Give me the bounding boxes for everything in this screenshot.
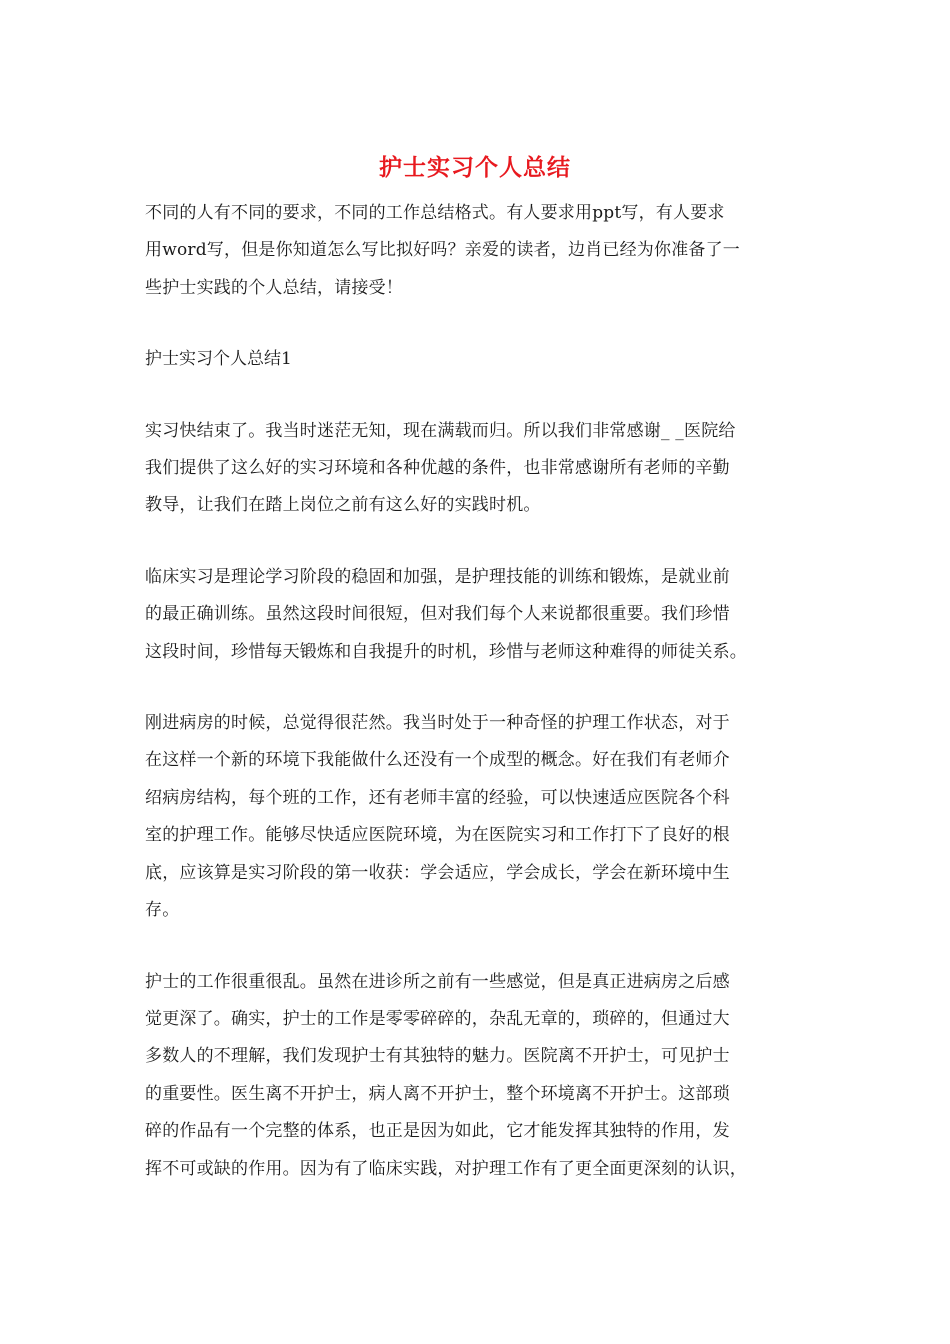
text-line: 存。 bbox=[145, 900, 180, 921]
text-line: 护士的工作很重很乱。虽然在进诊所之前有一些感觉，但是真正进病房之后感 bbox=[145, 971, 730, 992]
text-line: 刚进病房的时候，总觉得很茫然。我当时处于一种奇怪的护理工作状态，对于 bbox=[145, 713, 730, 734]
text-line: 碎的作品有一个完整的体系，也正是因为如此，它才能发挥其独特的作用，发 bbox=[145, 1121, 730, 1142]
text-line: 用word写，但是你知道怎么写比拟好吗？亲爱的读者，边肖已经为你准备了一 bbox=[145, 240, 740, 261]
body-paragraph bbox=[145, 964, 807, 1188]
document-title: 护士实习个人总结 bbox=[379, 154, 571, 181]
text-line: 挥不可或缺的作用。因为有了临床实践，对护理工作有了更全面更深刻的认识， bbox=[145, 1158, 747, 1179]
text-line: 教导，让我们在踏上岗位之前有这么好的实践时机。 bbox=[145, 495, 541, 516]
document-body bbox=[145, 195, 807, 1222]
text-line: 多数人的不理解，我们发现护士有其独特的魅力。医院离不开护士，可见护士 bbox=[145, 1046, 730, 1067]
text-line: 些护士实践的个人总结，请接受！ bbox=[145, 277, 403, 298]
text-line: 绍病房结构，每个班的工作，还有老师丰富的经验，可以快速适应医院各个科 bbox=[145, 787, 730, 808]
text-line: 我们提供了这么好的实习环境和各种优越的条件，也非常感谢所有老师的辛勤 bbox=[145, 458, 730, 479]
text-line: 觉更深了。确实，护士的工作是零零碎碎的，杂乱无章的，琐碎的，但通过大 bbox=[145, 1008, 730, 1029]
text-line: 的重要性。医生离不开护士，病人离不开护士，整个环境离不开护士。这部琐 bbox=[145, 1083, 730, 1104]
text-line: 这段时间，珍惜每天锻炼和自我提升的时机，珍惜与老师这种难得的师徒关系。 bbox=[145, 641, 747, 662]
text-line: 室的护理工作。能够尽快适应医院环境，为在医院实习和工作打下了良好的根 bbox=[145, 825, 730, 846]
text-line: 底，应该算是实习阶段的第一收获：学会适应，学会成长，学会在新环境中生 bbox=[145, 862, 730, 883]
text-line: 实习快结束了。我当时迷茫无知，现在满载而归。所以我们非常感谢_ _医院给 bbox=[145, 420, 736, 441]
body-paragraph bbox=[145, 413, 807, 525]
text-line: 的最正确训练。虽然这段时间很短，但对我们每个人来说都很重要。我们珍惜 bbox=[145, 604, 730, 625]
text-line: 不同的人有不同的要求，不同的工作总结格式。有人要求用ppt写，有人要求 bbox=[145, 203, 725, 223]
body-paragraph bbox=[145, 559, 807, 671]
text-line: 在这样一个新的环境下我能做什么还没有一个成型的概念。好在我们有老师介 bbox=[145, 750, 730, 771]
text-line: 临床实习是理论学习阶段的稳固和加强，是护理技能的训练和锻炼，是就业前 bbox=[145, 566, 730, 587]
section-heading: 护士实习个人总结1 bbox=[145, 349, 292, 370]
body-paragraph bbox=[145, 705, 807, 929]
intro-paragraph bbox=[145, 195, 807, 307]
